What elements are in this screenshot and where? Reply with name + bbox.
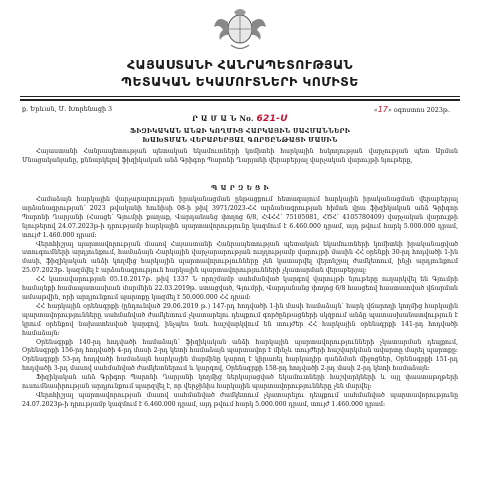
body-paragraph: ՀՀ հարկային օրենսգրքի (ընդունված 29.06.2019 թ.) 147-րդ հոդվածի 1-ին մասի համաձայն՝ հարկ վճարողի կողմից հարկային պարտավորությունները սահմանված ժամկետում չկատարելու դեպքում գործընթացների սկզբում անձը պատասխանատվություն է կրում օրենքով նախատեսված կարգով, ինչպես նաև հաշվարկվում են տույժեր ՀՀ հարկային օրենսգրքի 141-րդ հոդվածի համաձայն։ (22, 302, 458, 337)
document-date (374, 105, 450, 114)
header-line-2: ՊԵՏԱԿԱՆ ԵԿԱՄՈՒՏՆԵՐԻ ԿՈՄԻՏԵ (121, 74, 359, 89)
date-prefix: « (373, 106, 378, 114)
coat-of-arms-icon (211, 2, 269, 54)
order-heading (0, 114, 480, 124)
body-paragraph: Համաձայն հարկային վարչարարության իրականացման ընթացքում հետագայում հարկային իրականացման վերաբերյալ արձանագրության՝ 2023 թվականի հունիսի 08-ի թիվ 3971/2023-ՀՀ արձանագրության հիման վրա ֆիզիկական անձ Գրիգոր Պարոնի Ղարյանի (Հասցե՝ Գյումրի քաղաք, Վարդանանց փողոց 6/8, ՀՎՀՀ՝ 75105081, ՀԾՀ՝ 4105780409) վարչական վարույթի նյութերով 24.07.2023թ-ի դրությամբ հարկային պարտավորությունը կազմում է 6.460.000 դրամ, այդ թվում հարկ 5.000.000 դրամ, տույժ 1.460.000 դրամ։ (22, 196, 458, 239)
body-paragraph: Ֆիզիկական անձ Գրիգոր Պարոնի Ղարյանի կողմից ներկայացված եկամուտների հաշվարկների և այլ փաստաթղթերի ուսումնասիրության արդյունքում պարզվել է, որ վերջինիս հարկային պարտավորությունները չեն մարվել։ (22, 374, 458, 391)
date-day: 17 (377, 105, 388, 114)
date-suffix: » օգոստոս 2023թ. (387, 106, 450, 114)
header-line-1: ՀԱՅԱՍՏԱՆԻ ՀԱՆՐԱՊԵՏՈՒԹՅԱՆ (127, 57, 353, 72)
order-number: 621-Ս (256, 114, 288, 124)
title-line-1: ՖԻԶԻԿԱԿԱՆ ԱՆՁԻ ԿՈՂՄԻՑ ՀԱՐԿԱՅԻՆ ՍԱՀՄԱՆՆԵՐԻ (129, 128, 351, 135)
section-heading: Պ Ա Ր Զ Ե Ց Ի (210, 185, 270, 192)
document-place: ք. Երևան, Մ. Խորենացի 3 (22, 105, 113, 113)
body-paragraph: Վերոհիշյալ պարտավորության մասով Հայաստանի Հանրապետության պետական եկամուտների կոմիտեի իրականացված ստուգումների արդյունքում, համաձայն Հարկային վարչարարության ուղղությամբ վարույթի մասին ՀՀ օրենքի 30-րդ հոդվածի 1-ին մասի, ֆիզիկական անձի կողմից հարկային պարտավորությունները չեն կատարվել վերոնշյալ ժամկետում, ինչի արդյունքում 25.07.2023թ. կազմվել է արձանագրություն հարկային պարտավորությունների չկատարման վերաբերյալ։ (22, 240, 458, 275)
body-paragraph: ՀՀ կառավարության 05.10.2017թ. թիվ 1337 Ն որոշմամբ սահմանված կարգով վարույթի նյութերը ուղարկվել են Գյումրի համայնքի համապատասխան մարմնին 22.03.2019թ. ստացված, Գյումրի, Վարդանանց փողոց 6/8 հասցեով հաստատված վճարման ամսաթվին, որի արդյունքում պարտքը կազմել է 50.000.000 ՀՀ դրամ։ (22, 276, 458, 301)
title-line-2: ԽԱԽՏՄԱՆ ՎԵՐԱԲԵՐՅԱԼ ԳՈՐԾԸՆԹԱՑԻ ՄԱՍԻՆ (142, 137, 338, 144)
header-rule-thin (20, 96, 460, 97)
order-label: Ր Ա Մ Ա Ն No. (192, 114, 254, 123)
body-paragraph: Վերոհիշյալ պարտավորության մասով սահմանված ժամկետում չկատարելու դեպքում սահմանված պարտավորությունը 24.07.2023թ-ի դրությամբ կազմում է 6.460.000 դրամ, այդ թվում հարկ 5.000.000 դրամ, տույժ 1.460.000 դրամ։ (22, 391, 458, 408)
body-text (22, 196, 458, 410)
lead-paragraph: Հայաստանի Հանրապետության պետական եկամուտների կոմիտեի հարկային հսկողության վարչության պետ Արման Մնացականյանը, քննարկելով ֆիզիկական անձ Գրիգոր Պարոնի Ղարյանի վերաբերյալ վարչական վարույթի նյութերը, (22, 148, 458, 164)
header-rule-thick (20, 99, 460, 101)
body-paragraph: Օրենսգրքի 140-րդ հոդվածի համաձայն՝ ֆիզիկական անձի հարկային պարտավորությունների չկատարման դեպքում, Օրենսգրքի 156-րդ հոդվածի 4-րդ մասի 2-րդ կետի համաձայն պարտավոր է մինչև տույժերի հաշվարկման ավարտը մարել պարտքը։ Օրենսգրքի 53-րդ հոդվածի համաձայն հարկային մարմինը կարող է կիրառել հարկադիր գանձման միջոցներ, Օրենսգրքի 151-րդ հոդվածի 3-րդ մասով սահմանված ժամկետներում և կարգով, Օրենսգրքի 158-րդ հոդվածի 2-րդ մասի 2-րդ կետի համաձայն։ (22, 338, 458, 373)
